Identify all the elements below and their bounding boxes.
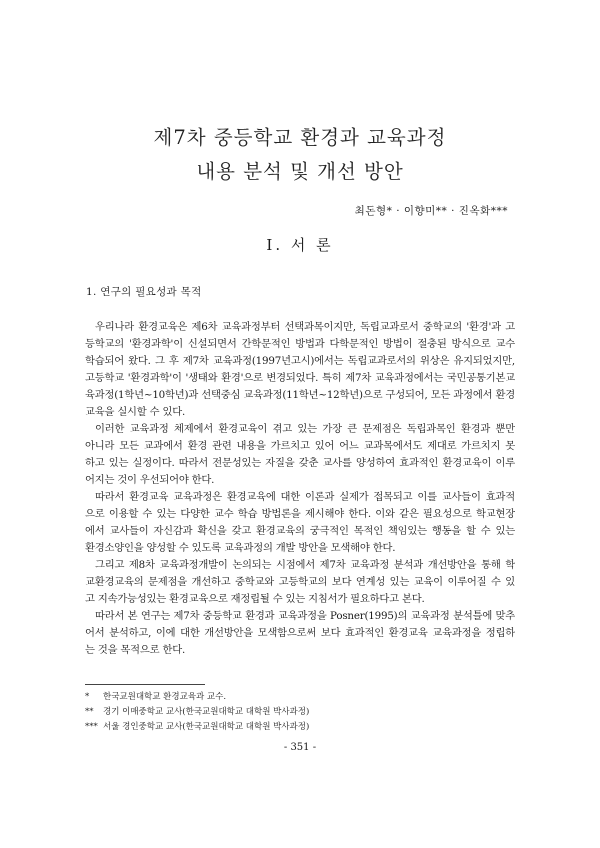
- paragraph: [85, 421, 515, 489]
- paragraph: [85, 557, 515, 608]
- text-line: 어지는 것이 우선되어야 한다.: [85, 474, 215, 486]
- paragraph: [85, 489, 515, 557]
- text-line: 는 것을 목적으로 한다.: [85, 644, 186, 656]
- text-line: 따라서 본 연구는 제7차 중등학교 환경과 교육과정을 Posner(1995)의 교육과정 분석틀에 맞추: [95, 610, 515, 622]
- footnote-mark: ***: [85, 722, 98, 732]
- subsection-heading: 1. 연구의 필요성과 목적: [86, 286, 202, 298]
- text-line: 우리나라 환경교육은 제6차 교육과정부터 선택과목이지만, 독립교과로서 중학교의 '환경'과 고: [95, 321, 515, 333]
- footnote: [85, 720, 309, 735]
- text-line: 어서 분석하고, 이에 대한 개선방안을 모색함으로써 보다 효과적인 환경교육 교육과정을 정립하: [85, 627, 515, 639]
- footnote: [85, 705, 309, 720]
- text-line: 고 지속가능성있는 환경교육으로 재정립될 수 있는 지침서가 필요하다고 본다.: [85, 593, 425, 605]
- body-text: [85, 319, 515, 659]
- text-line: 환경소양인을 양성할 수 있도록 교육과정의 개발 방안을 모색해야 한다.: [85, 542, 396, 554]
- section-heading: Ⅰ. 서 론: [266, 236, 334, 254]
- footnote-mark: **: [85, 707, 94, 717]
- text-line: 그리고 제8차 교육과정개발이 논의되는 시점에서 제7차 교육과정 분석과 개선방안을 통해 학: [95, 559, 515, 571]
- authors: 최돈형* · 이향미** · 진옥화***: [354, 205, 508, 217]
- text-line: 이러한 교육과정 체제에서 환경교육이 겪고 있는 가장 큰 문제점은 독립과목인 환경과 뿐만: [95, 423, 515, 435]
- title-line-2: 내용 분석 및 개선 방안: [196, 160, 404, 183]
- text-line: 아니라 모든 교과에서 환경 관련 내용을 가르치고 있어 어느 교과목에서도 제대로 가르치지 못: [85, 440, 515, 452]
- title-line-1: 제7차 중등학교 환경과 교육과정: [153, 126, 447, 149]
- text-line: 따라서 환경교육 교육과정은 환경교육에 대한 이론과 실제가 접목되고 이를 교사들이 효과적: [95, 491, 515, 503]
- text-line: 고등학교 '환경과학'이 '생태와 환경'으로 변경되었다. 특히 제7차 교육과정에서는 국민공통기본교: [85, 372, 515, 384]
- footnote-mark: *: [85, 692, 90, 702]
- footnote-text: 한국교원대학교 환경교육과 교수.: [103, 692, 227, 702]
- footnote-divider: [85, 684, 205, 685]
- text-line: 에서 교사들이 자신감과 확신을 갖고 환경교육의 궁극적인 목적인 책임있는 행동을 할 수 있는: [85, 525, 515, 537]
- text-line: 하고 있는 실정이다. 따라서 전문성있는 자질을 갖춘 교사를 양성하여 효과적인 환경교육이 이루: [85, 457, 515, 469]
- text-line: 등학교의 '환경과학'이 신설되면서 간학문적인 방법과 다학문적인 방법이 절충된 방식으로 교수: [85, 338, 515, 350]
- text-line: 교환경교육의 문제점을 개선하고 중학교와 고등학교의 보다 연계성 있는 교육이 이루어질 수 있: [85, 576, 515, 588]
- footnote-text: 서울 경인중학교 교사(한국교원대학교 대학원 박사과정): [103, 722, 310, 732]
- text-line: 학습되어 왔다. 그 후 제7차 교육과정(1997년고시)에서는 독립교과로서의 위상은 유지되었지만,: [85, 355, 515, 367]
- footnote-text: 경기 이매중학교 교사(한국교원대학교 대학원 박사과정): [103, 707, 310, 717]
- footnotes: [85, 690, 309, 735]
- text-line: 으로 이용할 수 있는 다양한 교수 학습 방법론을 제시해야 한다. 이와 같은 필요성으로 학교현장: [85, 508, 515, 520]
- text-line: 육과정(1학년~10학년)과 선택중심 교육과정(11학년~12학년)으로 구성되어, 모든 과정에서 환경: [85, 389, 515, 401]
- text-line: 교육을 실시할 수 있다.: [85, 406, 186, 418]
- paragraph: [85, 319, 515, 421]
- page-number: - 351 -: [283, 742, 317, 753]
- paragraph: [85, 608, 515, 659]
- footnote: [85, 690, 309, 705]
